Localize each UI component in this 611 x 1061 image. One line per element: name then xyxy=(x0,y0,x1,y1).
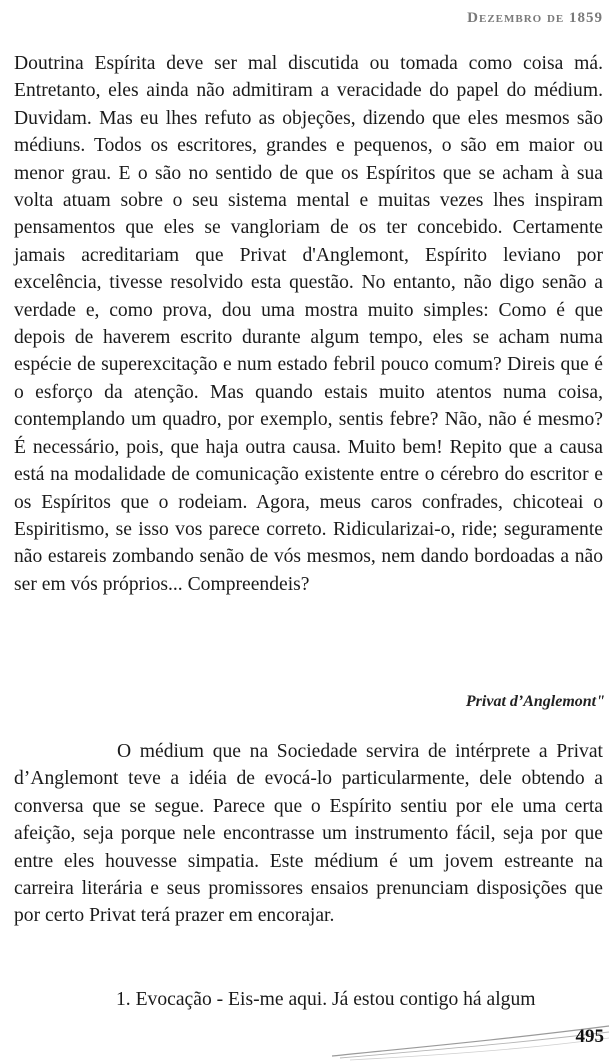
page-number: 495 xyxy=(575,1026,604,1047)
paragraph-3: 1. Evocação - Eis-me aqui. Já estou contigo há algum xyxy=(116,989,536,1010)
footer-ornament xyxy=(330,1018,611,1061)
running-header: Dezembro de 1859 xyxy=(467,10,603,26)
paragraph-2: O médium que na Sociedade servira de intérprete a Privat d’Anglemont teve a idéia de evocá-lo particularmente, dele obtendo a conversa que se segue. Parece que o Espírito sentiu por ele uma certa afeição, seja porque nele encontrasse um instrumento fácil, seja por que entre eles houvesse simpatia. Este médium é um jovem estreante na carreira literária e seus promissores ensaios prenunciam disposições que por certo Privat terá prazer em encorajar. xyxy=(14,741,603,927)
signature: Privat d’Anglemont" xyxy=(465,693,605,710)
paragraph-1: Doutrina Espírita deve ser mal discutida ou tomada como coisa má. Entretanto, eles ainda não admitiram a veracidade do papel do médium. Duvidam. Mas eu lhes refuto as objeções, dizendo que eles mesmos são médiuns. Todos os escritores, grandes e pequenos, o são em maior ou menor grau. E o são no sentido de que os Espíritos que se acham à sua volta atuam sobre o seu sistema mental e muitas vezes lhes inspiram pensamentos que eles se vangloriam de os ter concebido. Certamente jamais acreditariam que Privat d'Anglemont, Espírito leviano por excelência, tivesse resolvido esta questão. No entanto, não digo senão a verdade e, como prova, dou uma mostra muito simples: Como é que depois de haverem escrito durante algum tempo, eles se acham numa espécie de superexcitação e num estado febril pouco comum? Direis que é o esforço da atenção. Mas quando estais muito atentos numa coisa, contemplando um quadro, por exemplo, sentis febre? Não, não é mesmo? É necessário, pois, que haja outra causa. Muito bem! Repito que a causa está na modalidade de comunicação existente entre o cérebro do escritor e os Espíritos que o rodeiam. Agora, meus caros confrades, chicoteai o Espiritismo, se isso vos parece correto. Ridicularizai-o, ride; seguramente não estareis zombando senão de vós mesmos, nem dando bordoadas a não ser em vós próprios... Compreendeis? xyxy=(14,53,603,595)
